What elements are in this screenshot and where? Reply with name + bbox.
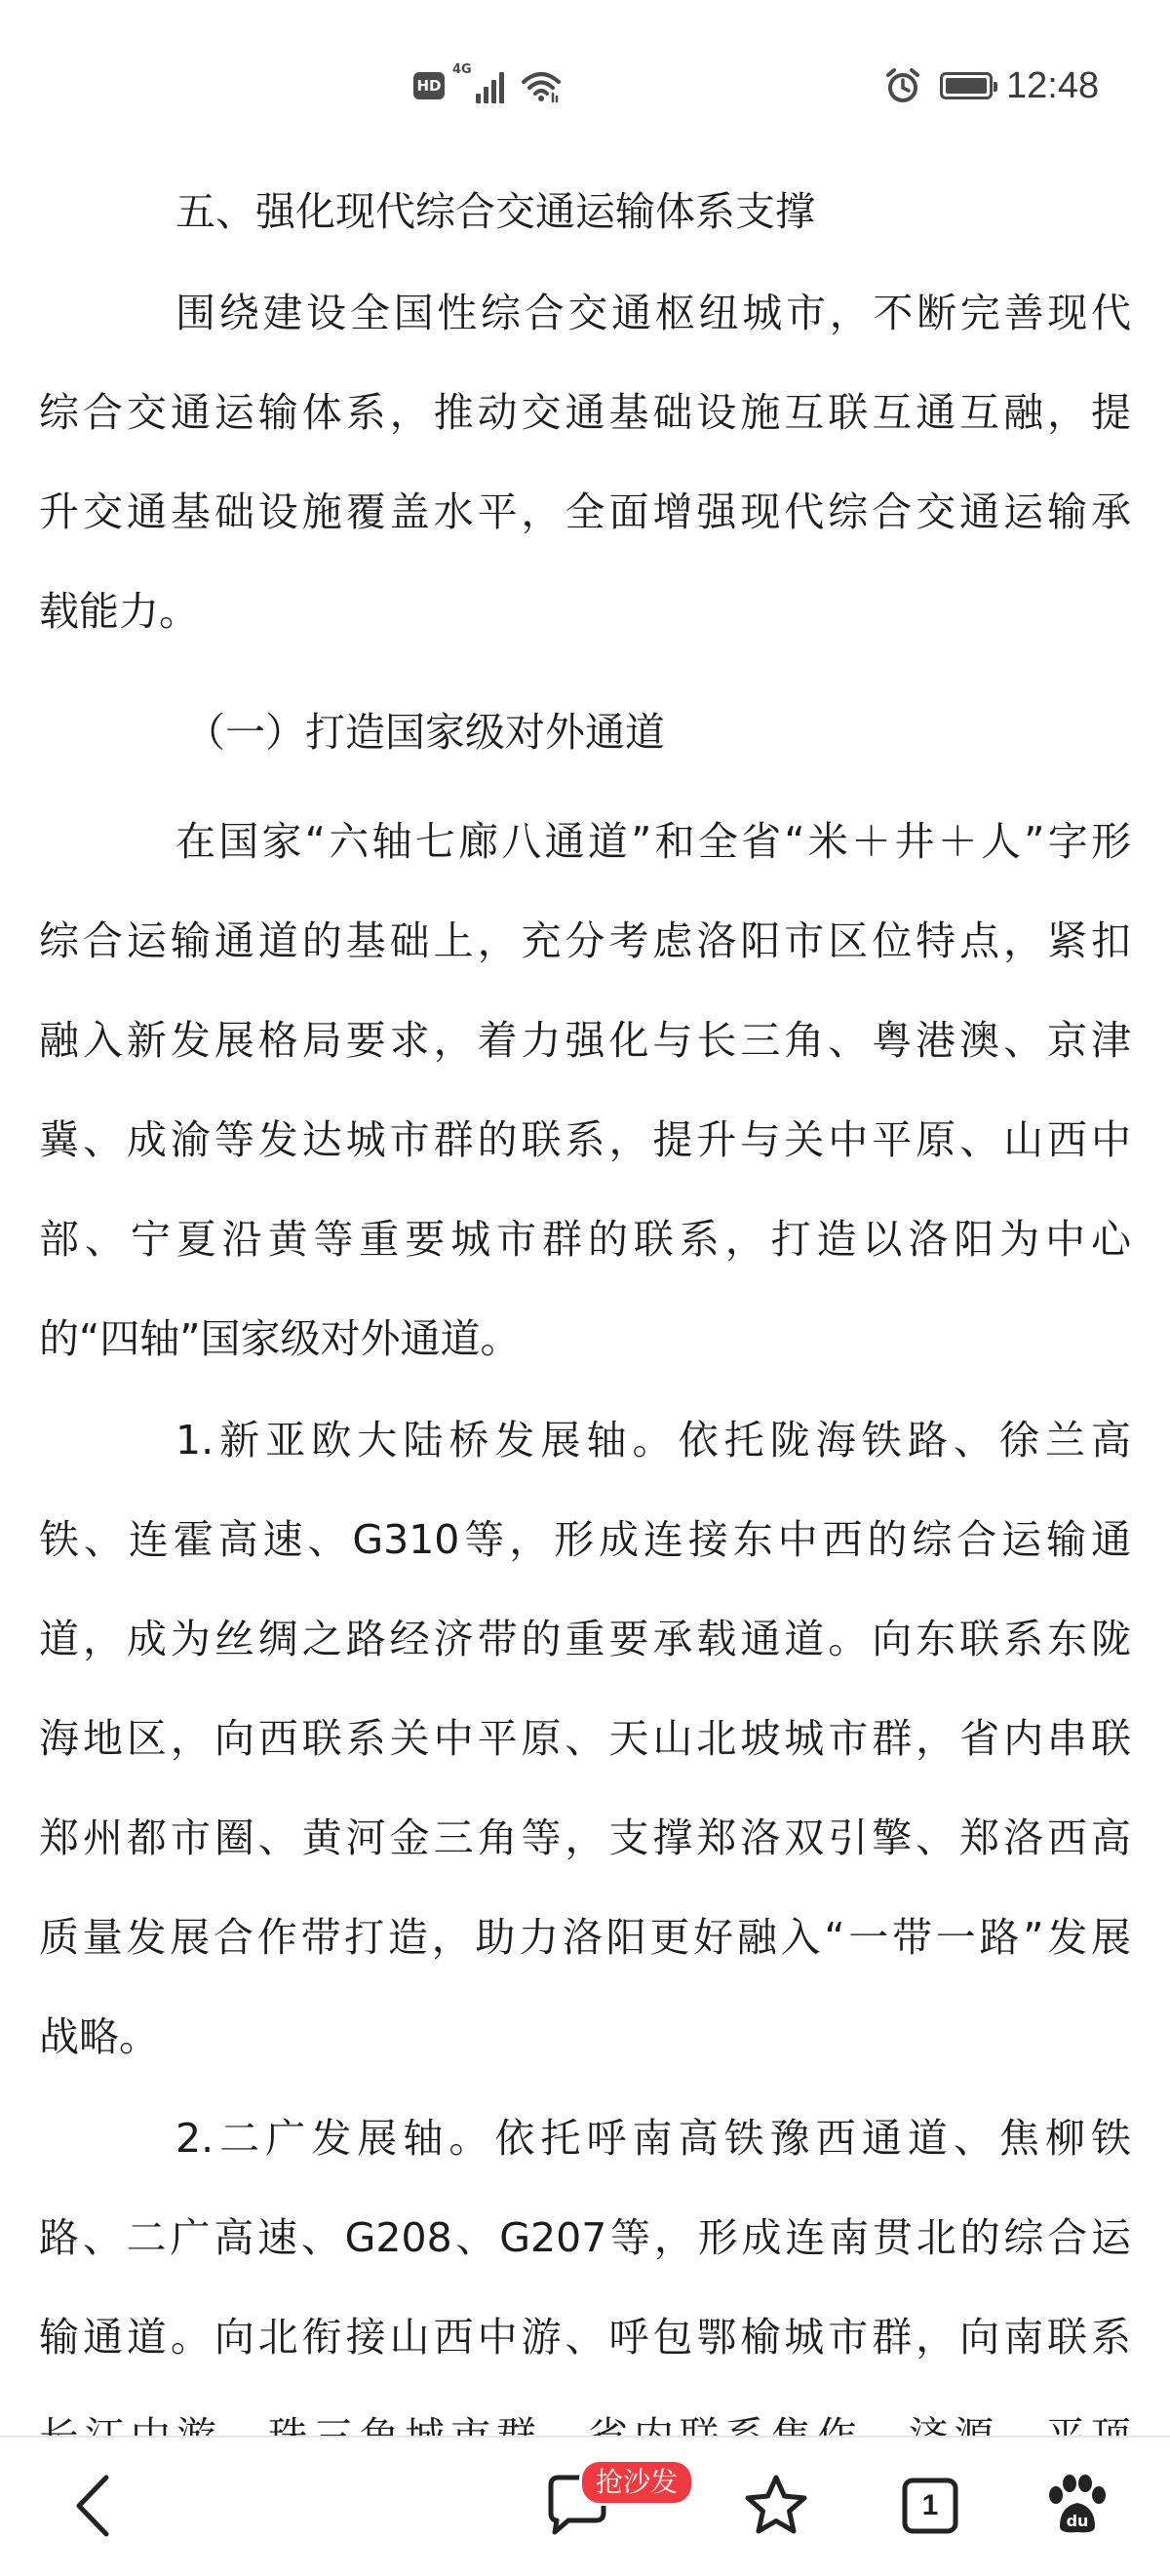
paragraph-line: 升交通基础设施覆盖水平，全面增强现代综合交通运输承 — [39, 488, 1131, 535]
back-button[interactable] — [45, 2457, 142, 2555]
paragraph-line: 道，成为丝绸之路经济带的重要承载通道。向东联系东陇 — [39, 1616, 1131, 1662]
subsection-heading: （一）打造国家级对外通道 — [185, 709, 665, 756]
paragraph-line: 海地区，向西联系关中平原、天山北坡城市群，省内串联 — [39, 1715, 1131, 1762]
star-icon — [742, 2472, 810, 2540]
wifi-icon — [520, 68, 563, 103]
status-right-group — [883, 62, 1099, 109]
paragraph-line: 的“四轴”国家级对外通道。 — [39, 1315, 521, 1362]
tabs-button[interactable] — [881, 2457, 979, 2555]
paragraph-line: 综合交通运输体系，推动交通基础设施互联互通互融，提 — [39, 389, 1131, 436]
paragraph-line: 郑州都市圈、黄河金三角等，支撑郑洛双引擎、郑洛西高 — [39, 1815, 1131, 1861]
paragraph-line: 围绕建设全国性综合交通枢纽城市，不断完善现代 — [176, 290, 1131, 336]
network-type-label: 4G — [452, 62, 472, 77]
battery-icon — [940, 72, 993, 99]
baidu-home-button[interactable] — [1028, 2457, 1125, 2555]
comment-badge[interactable]: 抢沙发 — [579, 2459, 694, 2506]
cellular-signal-icon — [452, 62, 504, 103]
status-bar — [0, 0, 1170, 172]
paragraph-line: 载能力。 — [39, 588, 199, 635]
battery-fill — [946, 78, 987, 94]
favorite-button[interactable] — [727, 2457, 825, 2555]
paragraph-line: 在国家“六轴七廊八通道”和全省“米＋井＋人”字形 — [176, 818, 1131, 865]
paragraph-line: 铁、连霍高速、G310等，形成连接东中西的综合运输通 — [39, 1516, 1131, 1563]
paragraph-line: 战略。 — [39, 2013, 159, 2060]
alarm-icon — [883, 66, 922, 105]
tab-count: 1 — [921, 2489, 939, 2521]
svg-text:du: du — [1066, 2512, 1089, 2530]
status-left-group — [413, 62, 563, 109]
back-arrow-icon — [69, 2472, 118, 2540]
status-time: 12:48 — [1006, 64, 1100, 106]
paragraph-line: 部、宁夏沿黄等重要城市群的联系，打造以洛阳为中心 — [39, 1216, 1131, 1263]
bottom-toolbar — [0, 2436, 1170, 2576]
hd-icon: HD — [413, 72, 445, 99]
paragraph-line: 输通道。向北衔接山西中游、呼包鄂榆城市群，向南联系 — [39, 2314, 1131, 2361]
paragraph-line: 质量发展合作带打造，助力洛阳更好融入“一带一路”发展 — [39, 1914, 1131, 1961]
paragraph-line: 融入新发展格局要求，着力强化与长三角、粤港澳、京津 — [39, 1017, 1131, 1064]
baidu-paw-icon — [1042, 2472, 1111, 2540]
section-heading: 五、强化现代综合交通运输体系支撑 — [176, 188, 815, 235]
paragraph-line: 1.新亚欧大陆桥发展轴。依托陇海铁路、徐兰高 — [176, 1417, 1131, 1464]
paragraph-line: 冀、成渝等发达城市群的联系，提升与关中平原、山西中 — [39, 1116, 1131, 1163]
paragraph-line: 路、二广高速、G208、G207等，形成连南贯北的综合运 — [39, 2214, 1131, 2261]
paragraph-line: 综合运输通道的基础上，充分考虑洛阳市区位特点，紧扣 — [39, 917, 1131, 964]
paragraph-line: 2.二广发展轴。依托呼南高铁豫西通道、焦柳铁 — [176, 2115, 1131, 2162]
